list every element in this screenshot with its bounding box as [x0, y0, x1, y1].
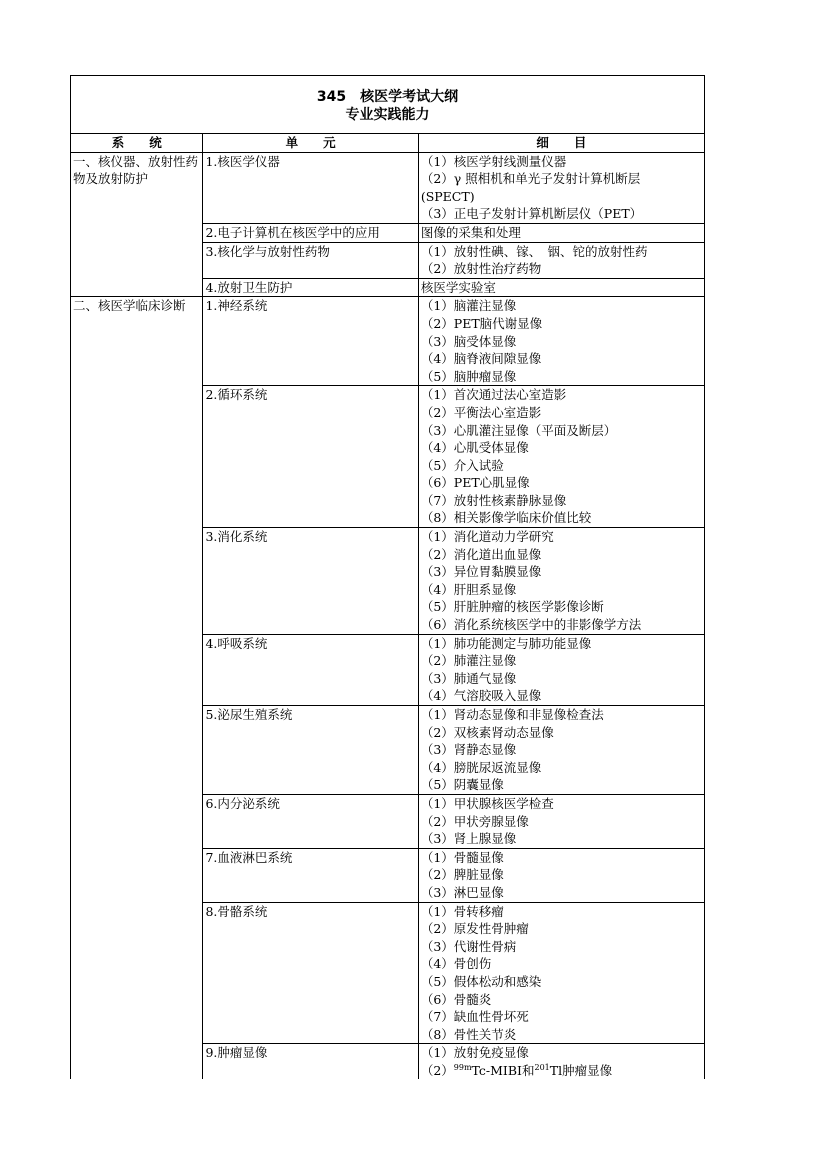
detail-item: 图像的采集和处理: [420, 224, 521, 240]
page-title: 345 核医学考试大纲: [316, 89, 459, 105]
outline-sheet: [70, 75, 705, 1079]
detail-item: （3）淋巴显像: [420, 884, 504, 900]
detail-item: （2）γ 照相机和单光子发射计算机断层: [420, 171, 641, 187]
system-cell: 一、核仪器、放射性药物及放射防护: [71, 152, 203, 297]
unit-cell: 5.泌尿生殖系统: [203, 706, 418, 795]
outline-body: [71, 152, 705, 1079]
detail-item: （4）气溶胶吸入显像: [420, 688, 542, 704]
detail-item: （3）异位胃黏膜显像: [420, 564, 542, 580]
detail-item: （1）消化道动力学研究: [420, 529, 554, 545]
detail-cell: [418, 278, 704, 297]
detail-item: （5）肝脏肿瘤的核医学影像诊断: [420, 599, 604, 615]
unit-cell: 4.放射卫生防护: [203, 278, 418, 297]
detail-item: （3）脑受体显像: [420, 333, 517, 349]
detail-item: （2）双核素肾动态显像: [420, 724, 554, 740]
detail-item: （1）骨髓显像: [420, 849, 504, 865]
detail-item: （1）首次通过法心室造影: [420, 387, 567, 403]
detail-item: （6）消化系统核医学中的非影像学方法: [420, 617, 642, 633]
system-cell: 二、核医学临床诊断: [71, 297, 203, 1080]
detail-cell: [418, 1044, 704, 1080]
detail-cell: [418, 794, 704, 848]
detail-cell: [418, 297, 704, 386]
detail-item: （2）消化道出血显像: [420, 546, 542, 562]
unit-cell: 8.骨骼系统: [203, 902, 418, 1044]
detail-item: （6）PET心肌显像: [420, 475, 530, 491]
detail-item: （4）膀胱尿返流显像: [420, 759, 542, 775]
detail-item: （1）核医学射线测量仪器: [420, 153, 567, 169]
unit-cell: 6.内分泌系统: [203, 794, 418, 848]
detail-item: （2）原发性骨肿瘤: [420, 921, 529, 937]
detail-item: （4）心肌受体显像: [420, 440, 529, 456]
detail-item-tracer: [421, 1062, 702, 1080]
detail-item: （1）脑灌注显像: [420, 298, 517, 314]
tracer-prefix: （2）: [420, 1062, 454, 1078]
tracer-sup1: 99m: [453, 1062, 472, 1072]
detail-item: （3）心肌灌注显像（平面及断层）: [420, 422, 617, 438]
unit-cell: 9.肿瘤显像: [203, 1044, 418, 1080]
detail-item: （1）放射免疫显像: [420, 1045, 529, 1061]
detail-item: （5）假体松动和感染: [420, 973, 542, 989]
detail-item: （2）脾脏显像: [420, 867, 504, 883]
detail-item: （3）肾上腺显像: [420, 831, 517, 847]
detail-item: （7）缺血性骨坏死: [420, 1009, 529, 1025]
detail-item: （1）肺功能测定与肺功能显像: [420, 635, 592, 651]
detail-item: （3）代谢性骨病: [420, 938, 517, 954]
detail-item: （2）平衡法心室造影: [420, 404, 542, 420]
detail-item: （2）甲状旁腺显像: [420, 813, 529, 829]
detail-cell: [418, 902, 704, 1044]
unit-cell: 2.电子计算机在核医学中的应用: [203, 223, 418, 242]
detail-item: 核医学实验室: [420, 279, 496, 295]
detail-item: （3）肾静态显像: [420, 742, 517, 758]
header-unit: 单 元: [203, 134, 418, 153]
unit-cell: 3.消化系统: [203, 528, 418, 635]
detail-item: （3）正电子发射计算机断层仪（PET）: [420, 206, 643, 222]
unit-cell: 3.核化学与放射性药物: [203, 242, 418, 278]
detail-item: （2）PET脑代谢显像: [420, 315, 543, 331]
tracer-sup2: 201: [534, 1062, 550, 1072]
detail-item: （6）骨髓炎: [420, 991, 492, 1007]
detail-item: （2）放射性治疗药物: [420, 261, 542, 277]
detail-item: （5）阴囊显像: [420, 777, 504, 793]
header-row: [71, 134, 705, 153]
outline-table: [70, 133, 705, 1079]
detail-item: （4）肝胆系显像: [420, 581, 517, 597]
detail-item: （2）肺灌注显像: [420, 653, 517, 669]
detail-cell: [418, 706, 704, 795]
detail-item: (SPECT): [420, 188, 475, 204]
unit-cell: 2.循环系统: [203, 386, 418, 528]
detail-cell: [418, 242, 704, 278]
detail-item: （5）介入试验: [420, 457, 504, 473]
header-detail: 细 目: [418, 134, 704, 153]
unit-cell: 1.神经系统: [203, 297, 418, 386]
table-row: [71, 152, 705, 223]
unit-cell: 4.呼吸系统: [203, 634, 418, 705]
detail-item: （1）甲状腺核医学检查: [420, 795, 554, 811]
detail-item: （1）骨转移瘤: [420, 903, 504, 919]
detail-cell: [418, 152, 704, 223]
detail-cell: [418, 223, 704, 242]
tracer-suffix: Tl肿瘤显像: [549, 1062, 613, 1078]
detail-item: （4）骨创伤: [420, 956, 492, 972]
detail-item: （5）脑肿瘤显像: [420, 368, 517, 384]
header-system: 系 统: [71, 134, 203, 153]
table-row: [71, 297, 705, 386]
detail-cell: [418, 386, 704, 528]
detail-item: （3）肺通气显像: [420, 670, 517, 686]
detail-item: （7）放射性核素静脉显像: [420, 492, 567, 508]
detail-cell: [418, 634, 704, 705]
detail-item: （1）肾动态显像和非显像检查法: [420, 707, 604, 722]
tracer-mid: Tc-MIBI和: [471, 1062, 535, 1078]
title-block: [70, 75, 705, 133]
unit-cell: 1.核医学仪器: [203, 152, 418, 223]
detail-item: （8）骨性关节炎: [420, 1026, 517, 1042]
detail-cell: [418, 848, 704, 902]
unit-cell: 7.血液淋巴系统: [203, 848, 418, 902]
detail-item: （8）相关影像学临床价值比较: [420, 510, 592, 526]
detail-item: （1）放射性碘、镓、 铟、铊的放射性药: [420, 243, 648, 259]
page-subtitle: 专业实践能力: [345, 107, 430, 123]
detail-cell: [418, 528, 704, 635]
detail-item: （4）脑脊液间隙显像: [420, 351, 542, 367]
